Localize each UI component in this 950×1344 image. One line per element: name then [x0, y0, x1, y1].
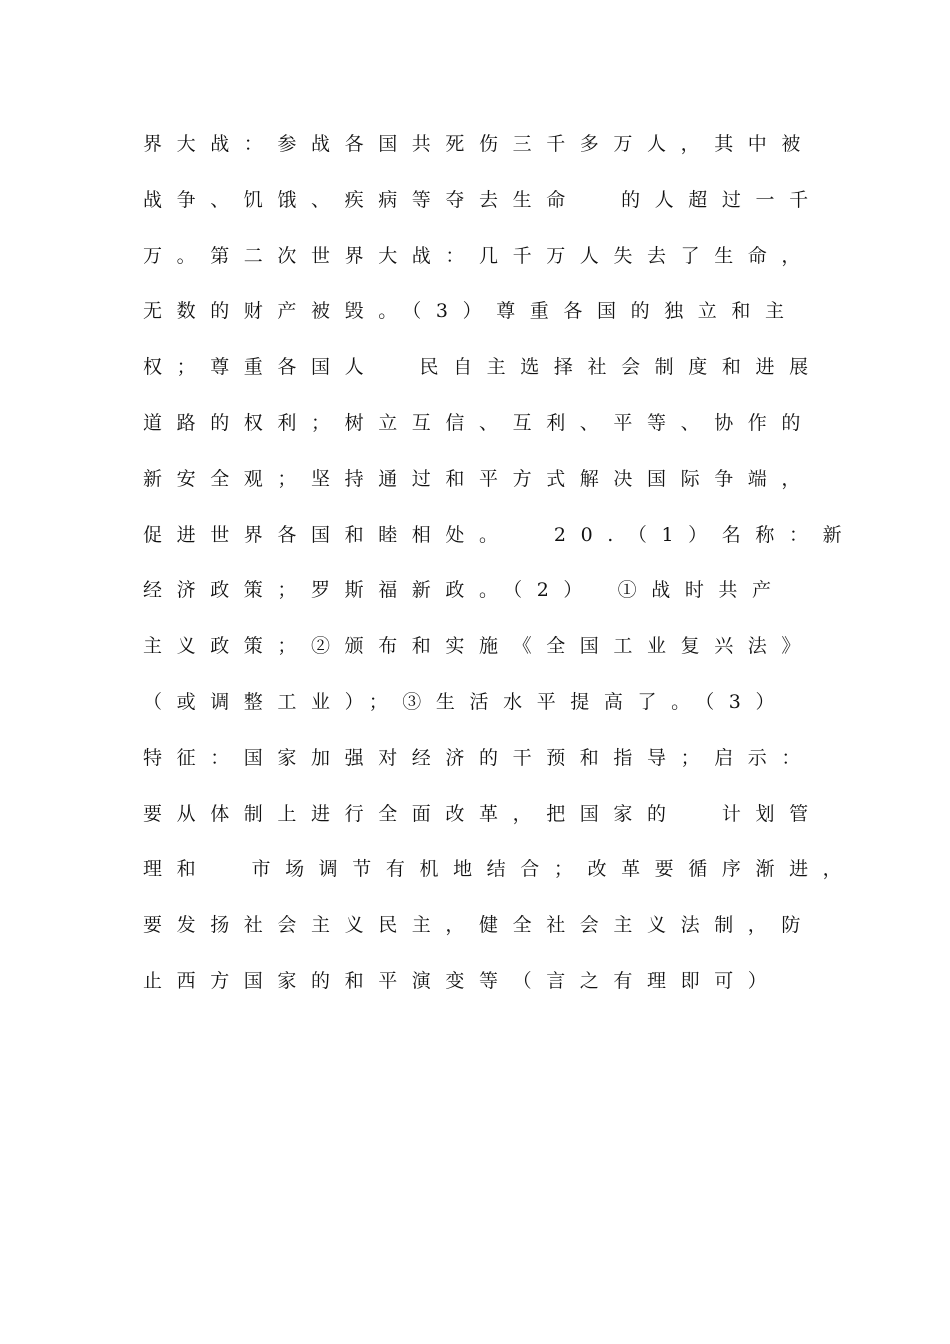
text-line: 特征：国家加强对经济的干预和指导；启示： — [143, 746, 816, 769]
body-text — [143, 128, 857, 1021]
text-line: 主义政策；②颁布和实施《全国工业复兴法》 — [143, 635, 816, 658]
text-line: （或调整工业）；③生活水平提高了。（3） — [143, 690, 790, 713]
text-line: 道路的权利；树立互信、互利、平等、协作的 — [143, 411, 816, 434]
text-line: 理和 市场调节有机地结合；改革要循序渐进， — [143, 858, 857, 881]
text-line: 要发扬社会主义民主，健全社会主义法制，防 — [143, 914, 816, 937]
text-line: 要从体制上进行全面改革，把国家的 计划管 — [143, 802, 823, 825]
text-line: 权；尊重各国人 民自主选择社会制度和进展 — [143, 356, 823, 379]
text-line: 无数的财产被毁。（3）尊重各国的独立和主 — [143, 300, 799, 323]
text-line: 经济政策；罗斯福新政。（2） ①战时共产 — [143, 579, 786, 602]
text-line: 止西方国家的和平演变等（言之有理即可） — [143, 969, 782, 992]
text-line: 界大战：参战各国共死伤三千多万人，其中被 — [143, 133, 816, 155]
text-line: 促进世界各国和睦相处。 20.（1）名称：新 — [143, 523, 857, 546]
text-line: 新安全观；坚持通过和平方式解决国际争端， — [143, 467, 816, 490]
text-line: 战争、饥饿、疾病等夺去生命 的人超过一千 — [143, 188, 823, 211]
text-line: 万。第二次世界大战：几千万人失去了生命， — [143, 244, 816, 267]
